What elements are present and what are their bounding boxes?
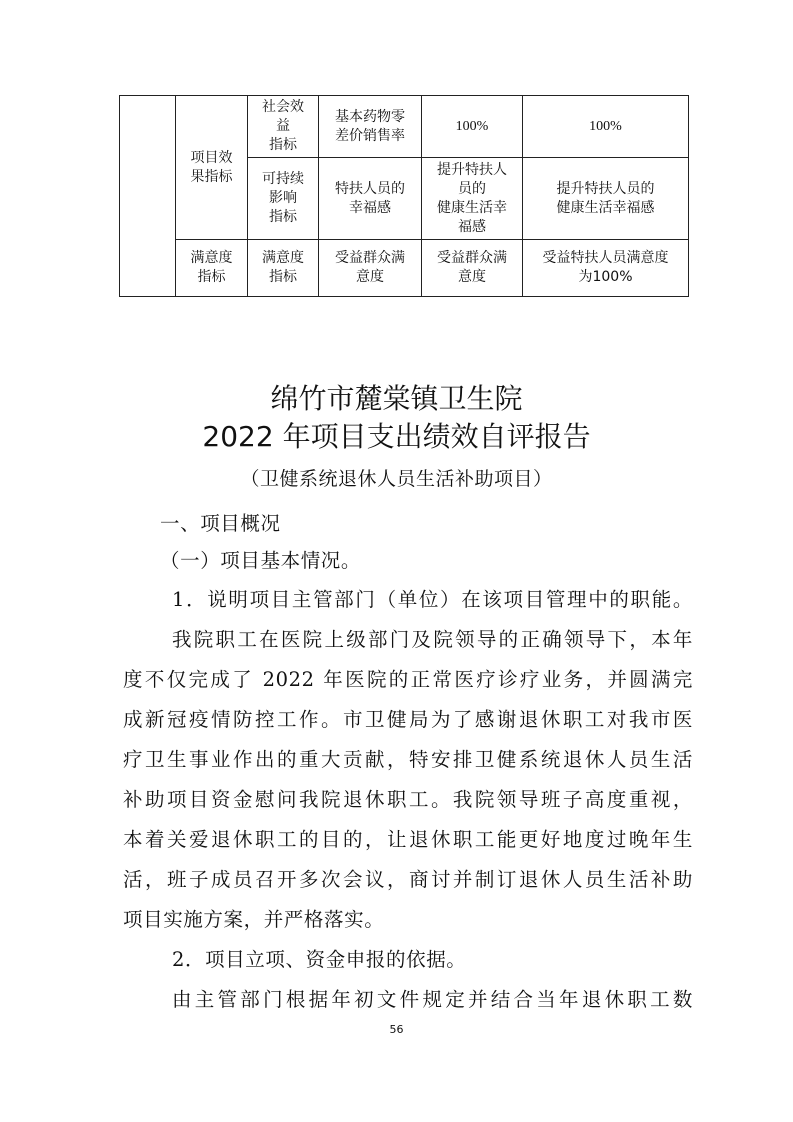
table-cell-indicator: 基本药物零 差价销售率: [319, 96, 422, 158]
table-cell-blank: [120, 96, 176, 297]
document-title-line2: 2022 年项目支出绩效自评报告: [202, 420, 591, 453]
performance-indicator-table: [119, 95, 689, 297]
document-title-line1: 绵竹市麓棠镇卫生院: [270, 382, 523, 415]
paragraph-line: 补助项目资金慰问我院退休职工。我院领导班子高度重视，: [123, 788, 693, 811]
table-cell-actual: 100%: [523, 96, 689, 158]
table-cell-target: 100%: [422, 96, 523, 158]
item-heading-1: 1．说明项目主管部门（单位）在该项目管理中的职能。: [172, 588, 693, 611]
section-heading: 一、项目概况: [160, 512, 281, 535]
table-cell-target: 受益群众满 意度: [422, 240, 523, 297]
paragraph-line: 成新冠疫情防控工作。市卫健局为了感谢退休职工对我市医: [123, 708, 693, 731]
paragraph-line: 我院职工在医院上级部门及院领导的正确领导下，本年: [172, 628, 693, 651]
document-subtitle: （卫健系统退休人员生活补助项目）: [240, 468, 553, 490]
table-cell-target: 提升特扶人 员的 健康生活幸 福感: [422, 158, 523, 240]
table-cell-indicator: 受益群众满 意度: [319, 240, 422, 297]
table-row: [120, 96, 689, 158]
paragraph-line: 项目实施方案，并严格落实。: [123, 908, 385, 931]
subsection-heading: （一）项目基本情况。: [160, 549, 362, 572]
table-cell-indicator: 特扶人员的 幸福感: [319, 158, 422, 240]
table-cell-group: 项目效 果指标: [176, 96, 248, 240]
table-cell-group: 满意度 指标: [176, 240, 248, 297]
page-number: 56: [389, 1023, 404, 1036]
paragraph-line: 疗卫生事业作出的重大贡献，特安排卫健系统退休人员生活: [123, 748, 693, 771]
paragraph-line: 本着关爱退休职工的目的，让退休职工能更好地度过晚年生: [123, 828, 693, 851]
paragraph-line: 活，班子成员召开多次会议，商讨并制订退休人员生活补助: [123, 868, 693, 891]
table-cell-actual: 提升特扶人员的 健康生活幸福感: [523, 158, 689, 240]
table-cell-indicator-type: 可持续 影响 指标: [248, 158, 319, 240]
table-row: [120, 240, 689, 297]
item-heading-2: 2．项目立项、资金申报的依据。: [172, 948, 467, 971]
table-cell-indicator-type: 满意度 指标: [248, 240, 319, 297]
table-cell-indicator-type: 社会效 益 指标: [248, 96, 319, 158]
paragraph-line: 度不仅完成了 2022 年医院的正常医疗诊疗业务，并圆满完: [123, 668, 693, 691]
paragraph-line: 由主管部门根据年初文件规定并结合当年退休职工数: [172, 988, 693, 1011]
table-cell-actual: 受益特扶人员满意度 为100%: [523, 240, 689, 297]
